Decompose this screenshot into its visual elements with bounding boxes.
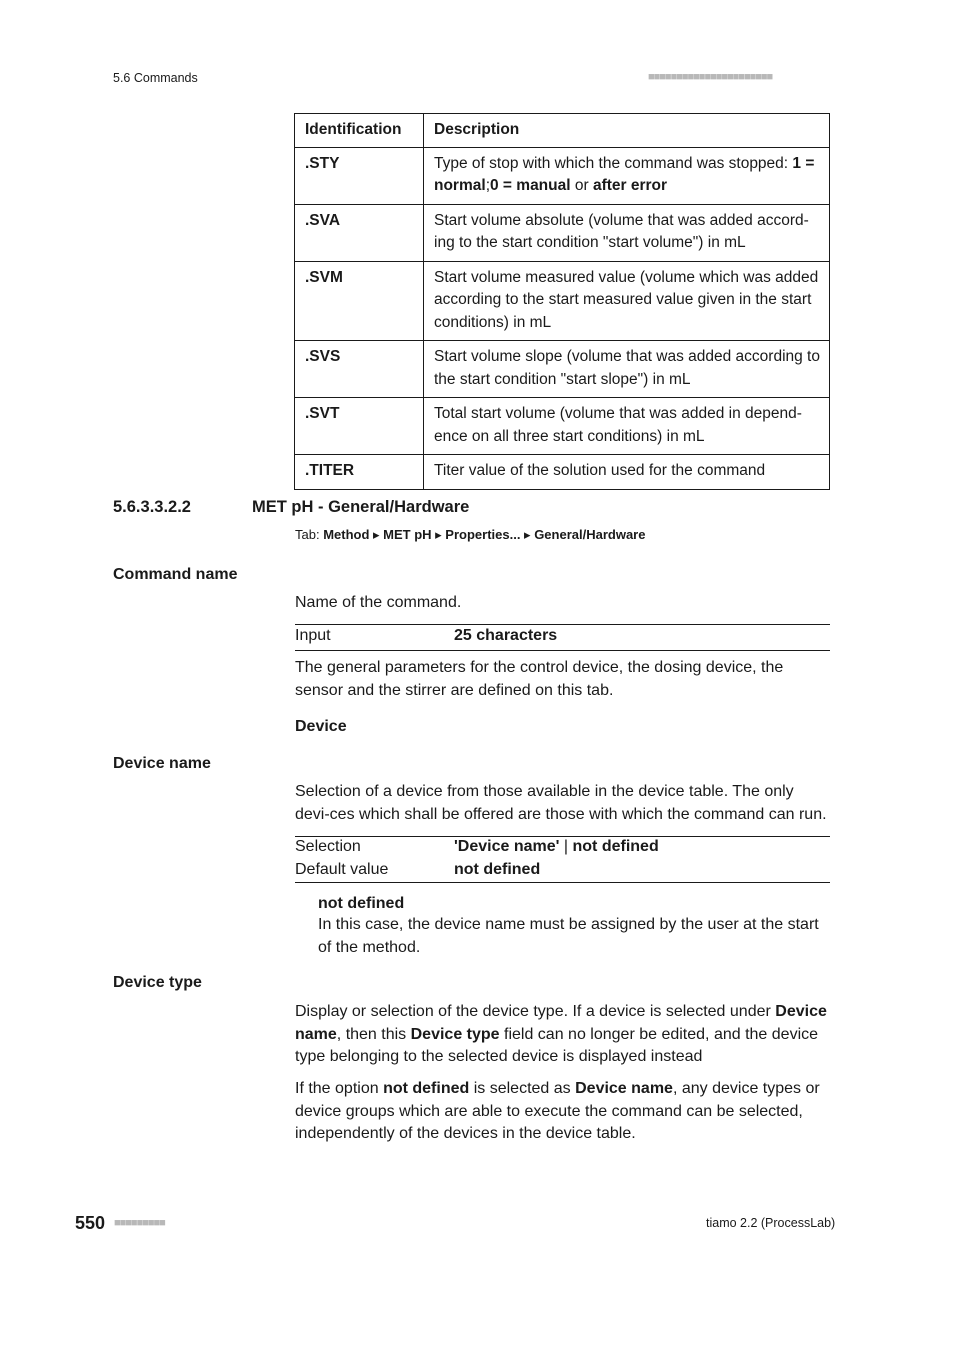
device-type-label: Device type [113, 974, 202, 991]
option-title: not defined [318, 895, 405, 912]
input-key: Input [295, 627, 331, 644]
running-header-section: 5.6 Commands [113, 71, 198, 85]
tab-path-arrow: ▸ [520, 527, 535, 542]
tab-path [295, 527, 645, 543]
emphasis-text: Device type [410, 1025, 500, 1043]
emphasis-text: Device name [575, 1080, 673, 1097]
tab-path-arrow: ▸ [369, 527, 384, 542]
text-run: Start volume measured value (volume which was added according to the start measured value given in the start conditions) in mL [434, 268, 819, 331]
tab-path-item: Method [323, 527, 370, 542]
text-run: Type of stop with which the command was stopped: [434, 154, 793, 172]
row-identification: .STY [295, 147, 424, 204]
selection-value [454, 838, 659, 856]
tab-path-prefix: Tab: [295, 527, 324, 542]
page-number: 550 [75, 1213, 106, 1233]
device-heading: Device [295, 718, 347, 735]
device-name-desc: Selection of a device from those available in the device table. The only devi-ces which shall be offered are those with which the command can run. [295, 783, 827, 823]
selection-option-b: not defined [572, 838, 659, 855]
divider [295, 624, 830, 625]
text-run: If the option [295, 1080, 384, 1097]
emphasis-text: not defined [383, 1080, 470, 1097]
text-run: Total start volume (volume that was added in depend-ence on all three start conditions) in mL [434, 405, 802, 445]
divider [295, 836, 830, 837]
table-row [295, 147, 830, 204]
selection-separator: | [559, 838, 573, 855]
text-run: Titer value of the solution used for the command [434, 462, 766, 479]
footer-decoration: ■■■■■■■■■ [114, 1217, 165, 1229]
row-description [424, 455, 830, 490]
row-identification: .SVM [295, 261, 424, 341]
table-row [295, 398, 830, 455]
row-description [424, 341, 830, 398]
table-header-description: Description [424, 114, 830, 148]
table-row [295, 261, 830, 341]
device-type-desc-1 [295, 1001, 830, 1069]
text-run: Display or selection of the device type. If a device is selected under [295, 1003, 776, 1020]
input-value: 25 characters [454, 627, 558, 644]
text-run: or [570, 177, 593, 194]
section-title: MET pH - General/Hardware [252, 498, 470, 516]
divider [295, 882, 830, 883]
emphasis-text: 1 = normal [434, 154, 815, 194]
device-type-desc-2 [295, 1078, 830, 1146]
device-name-label: Device name [113, 755, 211, 772]
option-desc: In this case, the device name must be assigned by the user at the start of the method. [318, 916, 819, 956]
row-description [424, 261, 830, 341]
text-run: is selected as [469, 1080, 576, 1097]
text-run: , any device types or device groups which are able to execute the command can be selected, independently of the devices in the device table. [295, 1080, 820, 1142]
emphasis-text: Device name [295, 1003, 827, 1043]
row-identification: .SVA [295, 204, 424, 261]
general-desc: The general parameters for the control device, the dosing device, the sensor and the stirrer are defined on this tab. [295, 659, 784, 699]
table-row [295, 341, 830, 398]
command-name-label: Command name [113, 566, 238, 583]
tab-path-item: MET pH [383, 527, 432, 542]
command-name-desc: Name of the command. [295, 594, 462, 611]
table-row [295, 455, 830, 490]
row-description [424, 147, 830, 204]
row-identification: .SVS [295, 341, 424, 398]
row-identification: .SVT [295, 398, 424, 455]
default-value: not defined [454, 861, 541, 878]
default-key: Default value [295, 861, 389, 878]
tab-path-item: General/Hardware [534, 527, 646, 542]
product-name: tiamo 2.2 (ProcessLab) [706, 1216, 836, 1230]
selection-key: Selection [295, 838, 361, 855]
text-run: Start volume absolute (volume that was added accord-ing to the start condition "start volume") in mL [434, 211, 809, 251]
header-decoration: ■■■■■■■■■■■■■■■■■■■■■■ [648, 71, 773, 83]
section-number: 5.6.3.3.2.2 [113, 498, 191, 516]
emphasis-text: after error [592, 177, 668, 194]
row-description [424, 204, 830, 261]
row-description [424, 398, 830, 455]
text-run: field can no longer be edited, and the device type belonging to the selected device is displayed instead [295, 1025, 819, 1065]
tab-path-item: Properties... [445, 527, 521, 542]
row-identification: .TITER [295, 455, 424, 490]
emphasis-text: 0 = manual [490, 177, 571, 194]
divider [295, 650, 830, 651]
selection-option-a: 'Device name' [454, 838, 560, 855]
tab-path-arrow: ▸ [431, 527, 446, 542]
text-run: Start volume slope (volume that was added according to the start condition "start slope") in mL [434, 348, 820, 388]
table-row [295, 204, 830, 261]
table-header-identification: Identification [295, 114, 424, 148]
text-run: ; [485, 177, 490, 194]
text-run: , then this [336, 1025, 411, 1043]
identification-table [294, 113, 830, 490]
